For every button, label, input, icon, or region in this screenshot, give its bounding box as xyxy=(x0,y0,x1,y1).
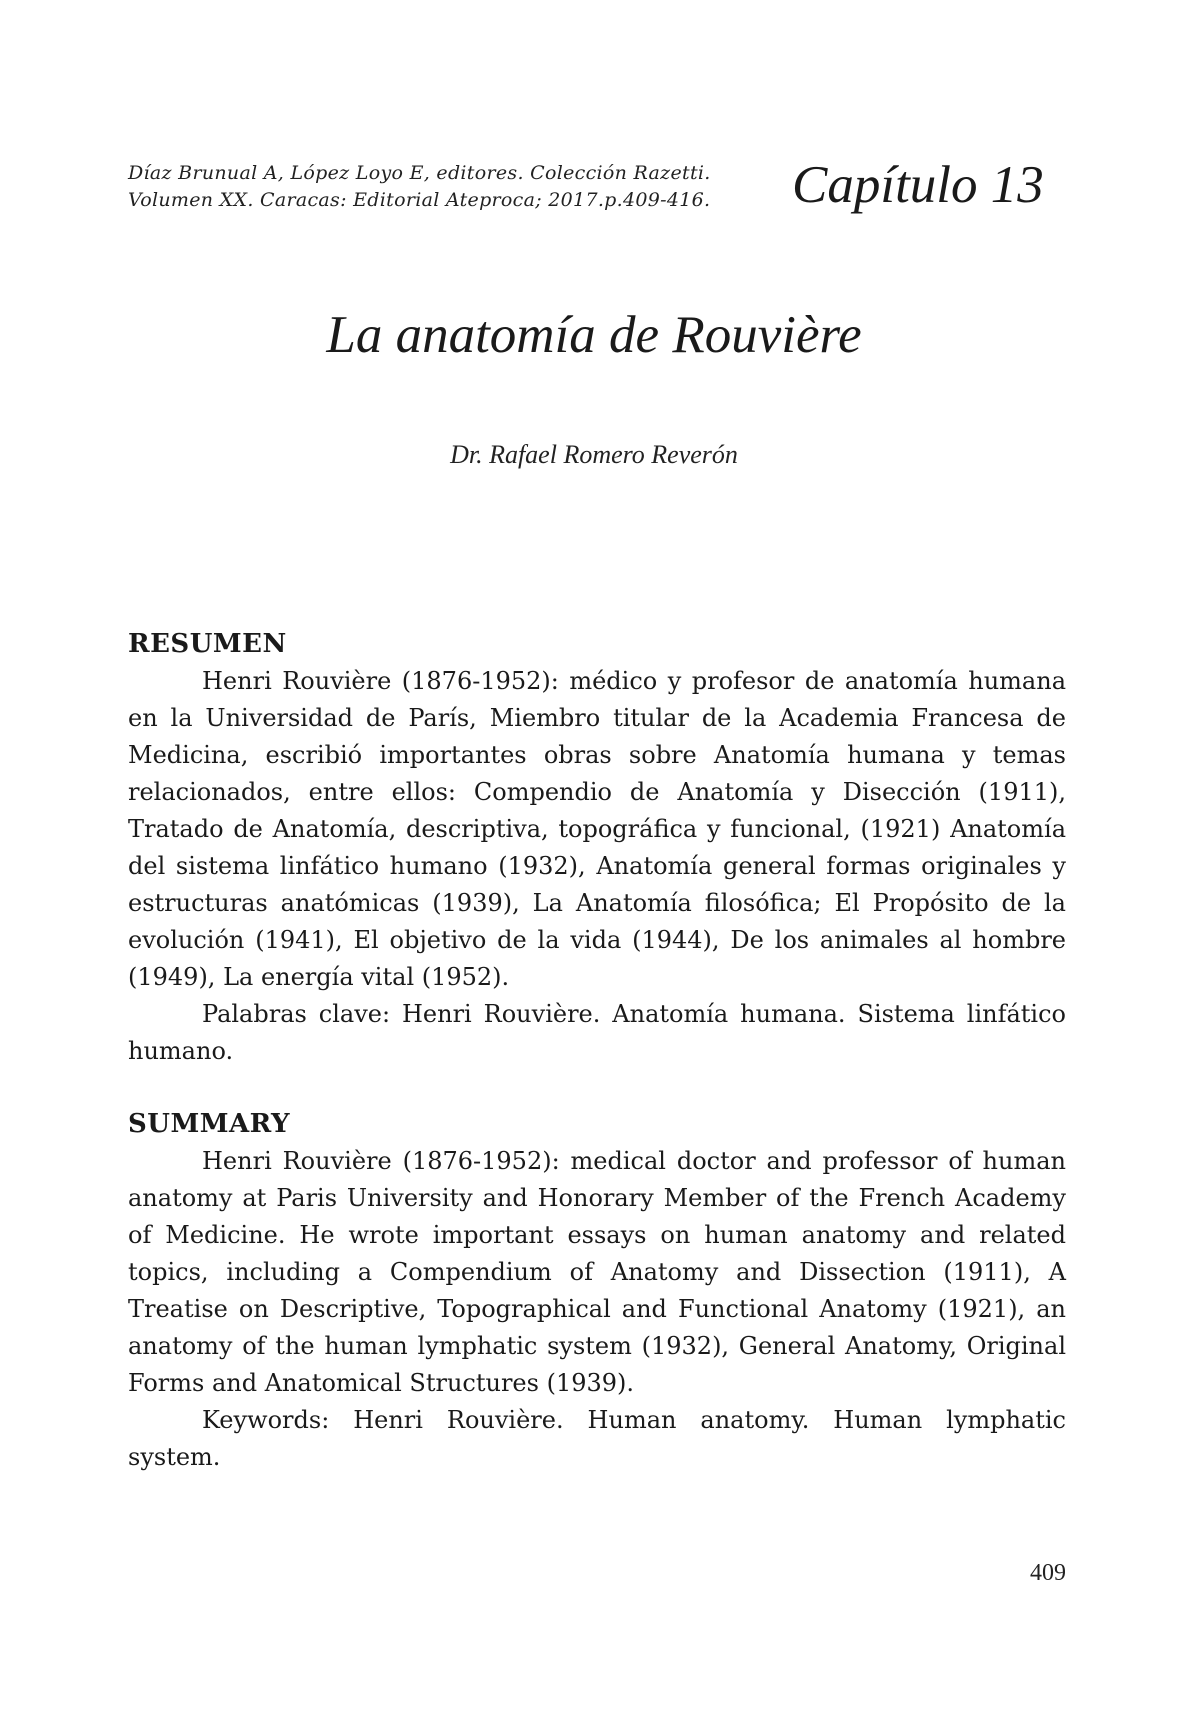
article-title: La anatomía de Rouvière xyxy=(326,306,862,364)
citation-line-1: Díaz Brunual A, López Loyo E, editores. Colección Razetti. xyxy=(128,162,711,184)
summary-heading: SUMMARY xyxy=(128,1109,291,1139)
resumen-heading: RESUMEN xyxy=(128,629,287,659)
chapter-label: Capítulo 13 xyxy=(792,156,1044,214)
article-author: Dr. Rafael Romero Reverón xyxy=(450,440,738,469)
summary-keywords: Keywords: Henri Rouvière. Human anatomy. Human lymphatic system. xyxy=(128,1406,1066,1471)
citation xyxy=(128,160,768,214)
citation-line-2: Volumen XX. Caracas: Editorial Ateproca; 2017.p.409-416. xyxy=(128,189,711,211)
resumen-body: Henri Rouvière (1876-1952): médico y profesor de anatomía humana en la Universidad de París, Miembro titular de la Academia Francesa de Medicina, escribió importantes obras sobre Anatomía humana y temas relacionados, entre ellos: Compendio de Anatomía y Disección (1911), Tratado de Anatomía, descriptiva, topográfica y funcional, (1921) Anatomía del sistema linfático humano (1932), Anatomía general formas originales y estructuras anatómicas (1939), La Anatomía filosófica; El Propósito de la evolución (1941), El objetivo de la vida (1944), De los animales al hombre (1949), La energía vital (1952). xyxy=(128,667,1066,991)
resumen-section xyxy=(128,626,1066,1070)
page-number: 409 xyxy=(1030,1560,1066,1586)
resumen-keywords: Palabras clave: Henri Rouvière. Anatomía humana. Sistema linfático humano. xyxy=(128,1000,1066,1065)
summary-body: Henri Rouvière (1876-1952): medical doctor and professor of human anatomy at Paris University and Honorary Member of the French Academy of Medicine. He wrote important essays on human anatomy and related topics, including a Compendium of Anatomy and Dissection (1911), A Treatise on Descriptive, Topographical and Functional Anatomy (1921), an anatomy of the human lymphatic system (1932), General Anatomy, Original Forms and Anatomical Structures (1939). xyxy=(128,1147,1066,1397)
summary-section xyxy=(128,1106,1066,1476)
